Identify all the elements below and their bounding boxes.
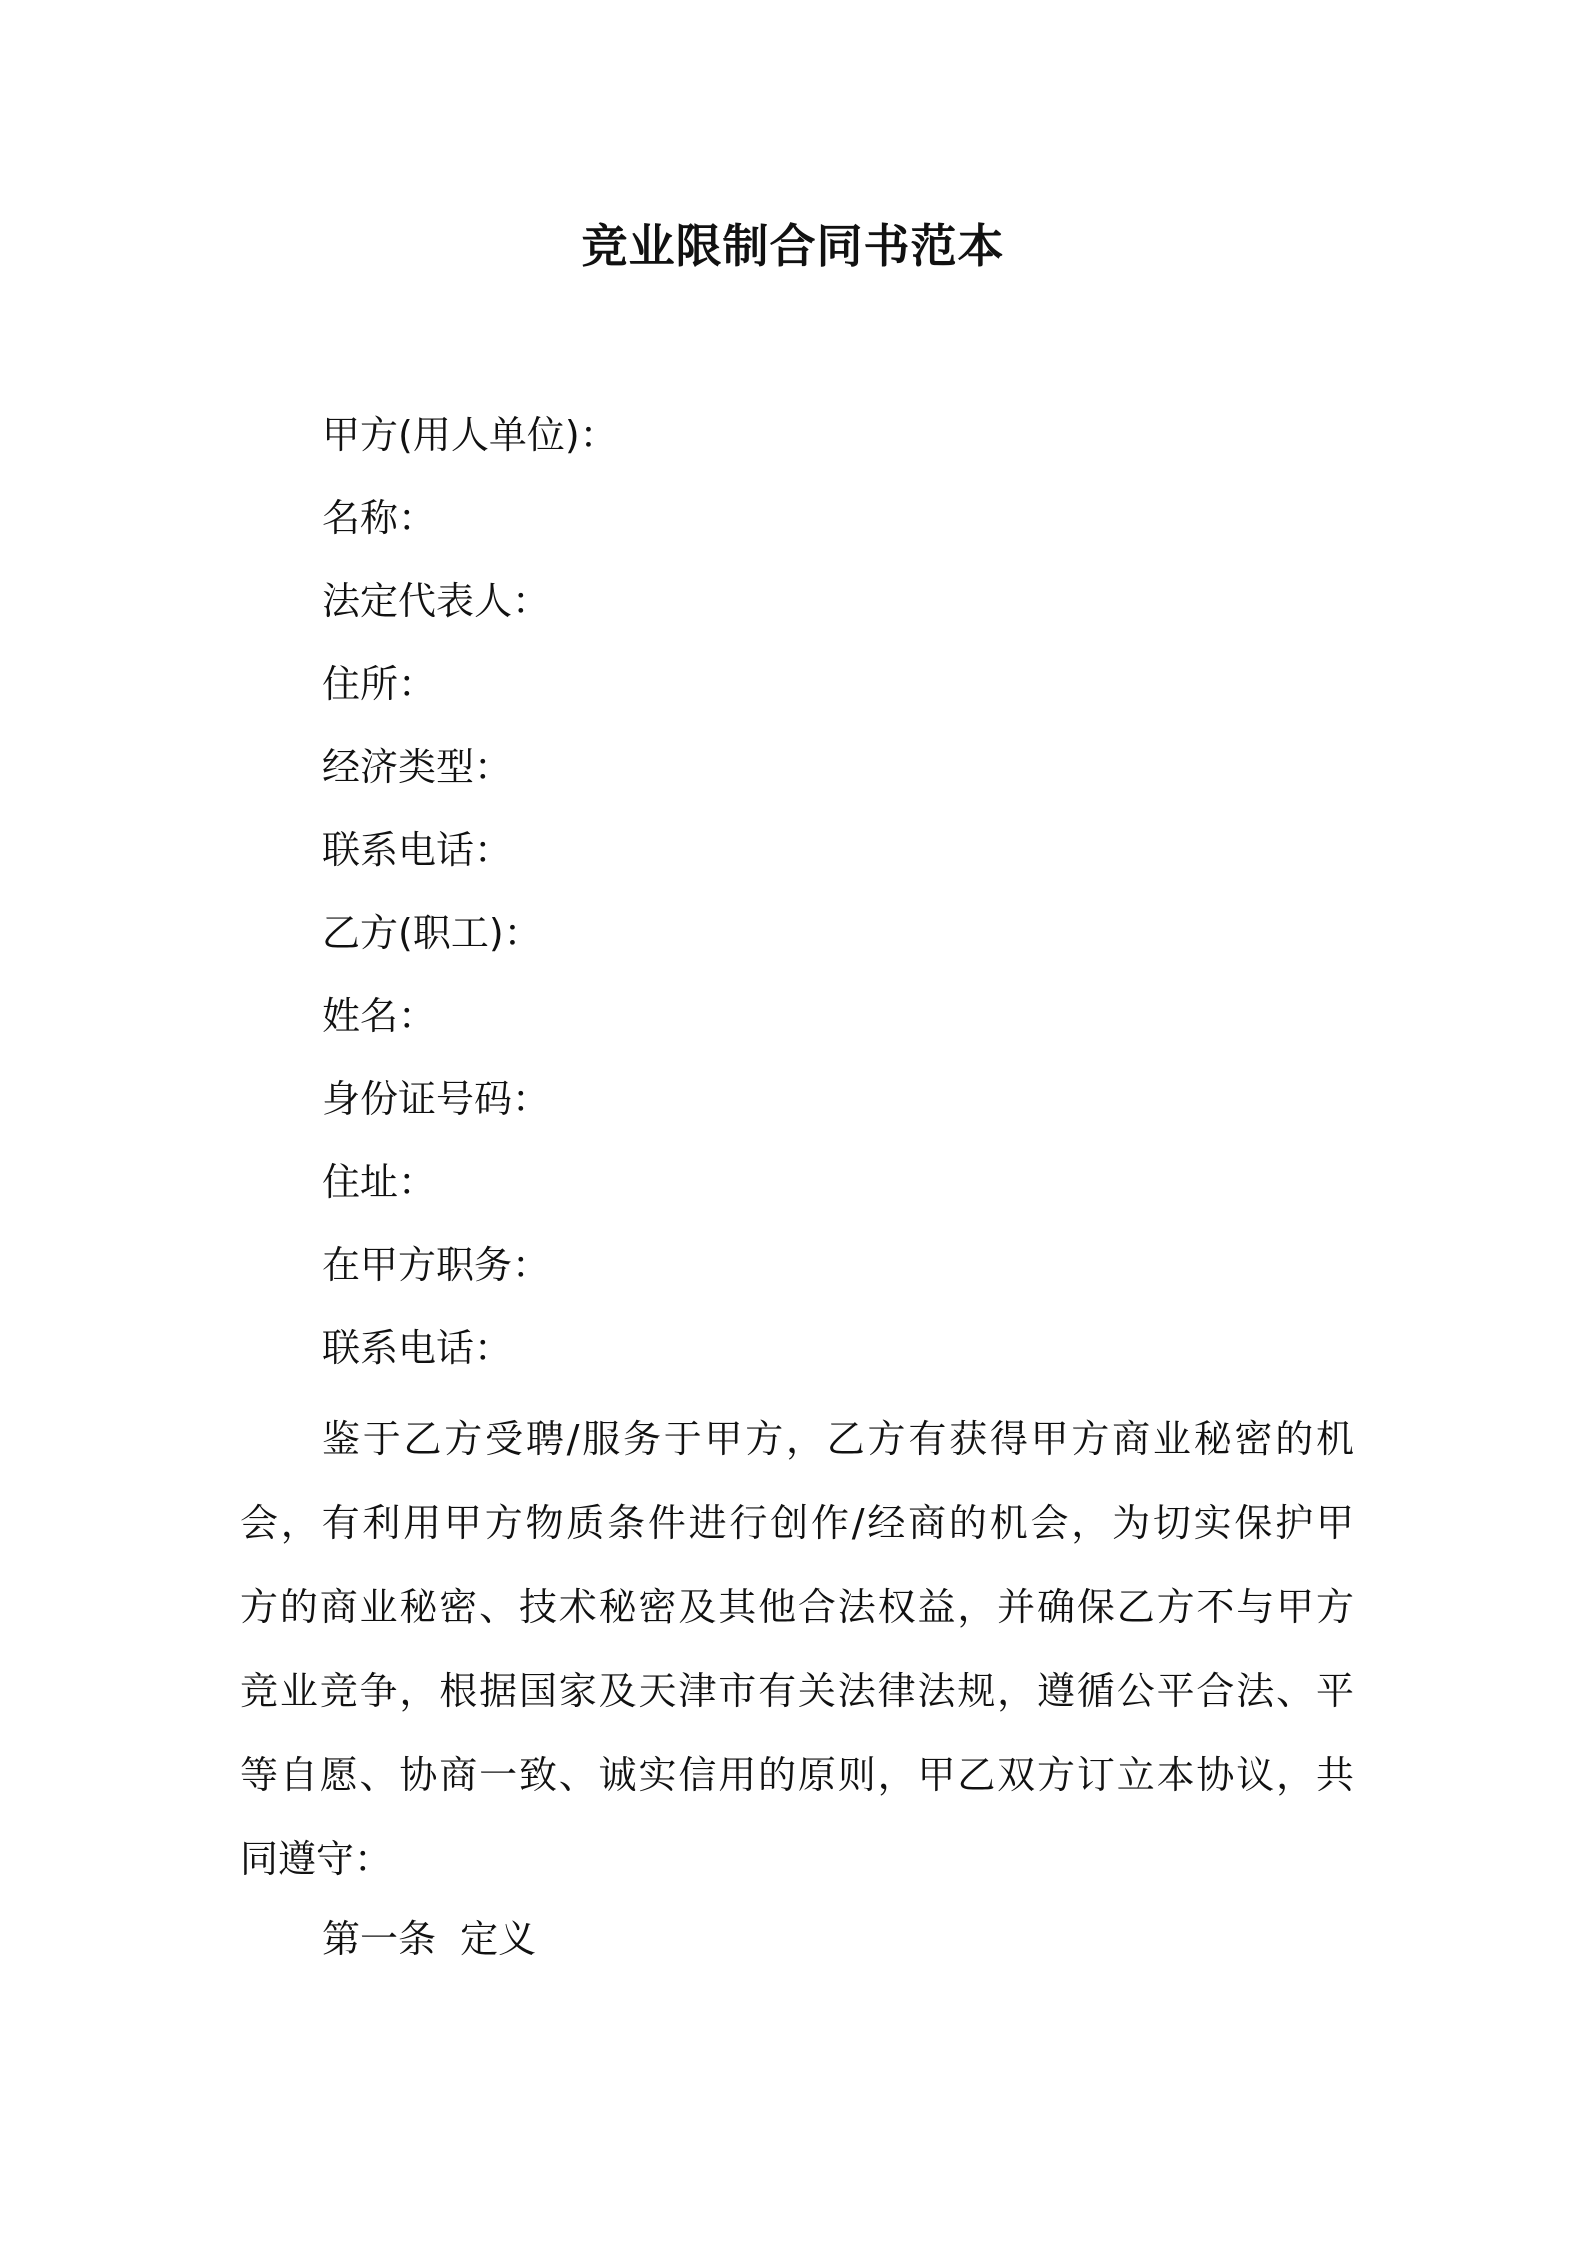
field-address: 住址： (322, 1160, 437, 1204)
field-position: 在甲方职务： (322, 1243, 551, 1287)
field-party-a: 甲方(用人单位)： (322, 413, 618, 457)
preamble-line: 同遵守： (240, 1837, 393, 1881)
preamble-line: 鉴于乙方受聘/服务于甲方，乙方有获得甲方商业秘密的机 (322, 1417, 1354, 1461)
field-party-b-phone: 联系电话： (322, 1326, 513, 1370)
field-party-a-phone: 联系电话： (322, 828, 513, 872)
preamble-paragraph (240, 1406, 1354, 1910)
field-legal-representative: 法定代表人： (322, 579, 551, 623)
preamble-line: 方的商业秘密、技术秘密及其他合法权益，并确保乙方不与甲方 (240, 1585, 1354, 1629)
field-domicile: 住所： (322, 662, 437, 706)
field-economic-type: 经济类型： (322, 745, 513, 789)
document-title: 竞业限制合同书范本 (581, 219, 1005, 273)
party-fields-list (322, 402, 1362, 1398)
article-heading: 第一条 定义 (322, 1917, 537, 1961)
preamble-line: 竞业竞争，根据国家及天津市有关法律法规，遵循公平合法、平 (240, 1669, 1354, 1713)
field-id-number: 身份证号码： (322, 1077, 551, 1121)
field-party-b-name: 姓名： (322, 994, 437, 1038)
preamble-line: 等自愿、协商一致、诚实信用的原则，甲乙双方订立本协议，共 (240, 1753, 1354, 1797)
preamble-line: 会，有利用甲方物质条件进行创作/经商的机会，为切实保护甲 (240, 1501, 1354, 1545)
field-party-a-name: 名称： (322, 496, 437, 540)
field-party-b: 乙方(职工)： (322, 911, 542, 955)
